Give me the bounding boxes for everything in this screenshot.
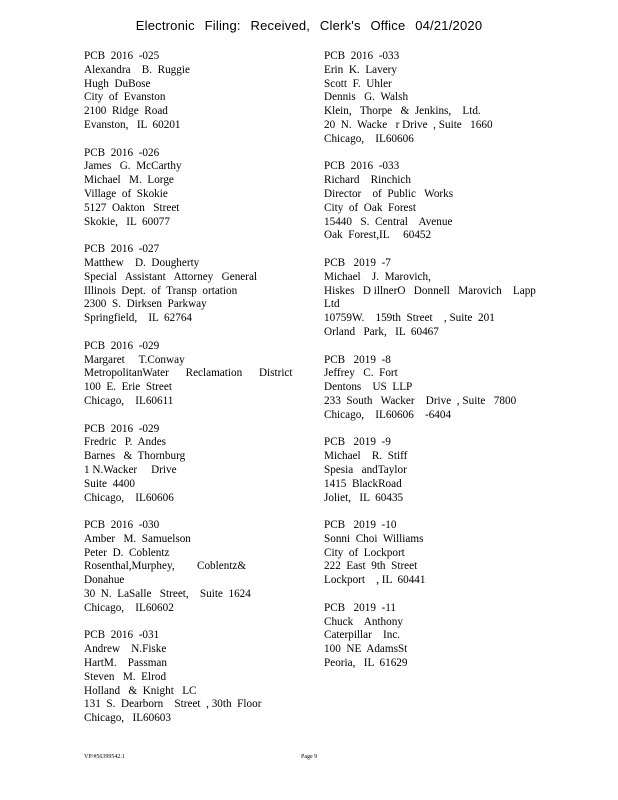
address-line: Rosenthal,Murphey, Coblentz&: [84, 560, 247, 573]
address-line: 1415 BlackRoad: [324, 477, 402, 490]
page-number-footer: Page 9: [301, 754, 318, 760]
address-line: Richard Rinchich: [324, 174, 411, 187]
address-line: Amber M. Samuelson: [84, 532, 191, 545]
address-line: City of Oak Forest: [324, 201, 416, 214]
address-line: Ltd: [324, 298, 340, 311]
address-line: City of Lockport: [324, 546, 405, 559]
address-line: Peoria, IL 61629: [324, 657, 408, 670]
address-block: [84, 423, 294, 506]
address-line: Michael M. Lorge: [84, 174, 174, 187]
address-line: Caterpillar Inc.: [324, 629, 401, 642]
address-line: Margaret T.Conway: [84, 353, 185, 366]
address-line: Hiskes D illnerO Donnell Marovich Lapp: [324, 284, 536, 297]
address-line: Andrew N.Fiske: [84, 643, 167, 656]
address-line: Alexandra B. Ruggie: [84, 63, 190, 76]
address-line: Dentons US LLP: [324, 381, 413, 394]
address-line: Hugh DuBose: [84, 77, 151, 90]
address-line: 5127 Oakton Street: [84, 201, 180, 214]
case-number: PCB 2016 -026: [84, 146, 160, 159]
address-line: Chicago, IL60606: [84, 491, 174, 504]
address-line: Evanston, IL 60201: [84, 118, 181, 131]
case-number: PCB 2016 -029: [84, 339, 160, 352]
address-line: MetropolitanWater Reclamation District: [84, 367, 293, 380]
filing-stamp-header: Electronic Filing: Received, Clerk's Office 04/21/2020: [135, 18, 483, 33]
address-line: Holland & Knight LC: [84, 684, 197, 697]
address-line: Chicago, IL60606 -6404: [324, 408, 452, 421]
address-block: [84, 147, 294, 230]
address-line: 15440 S. Central Avenue: [324, 215, 453, 228]
address-line: Jeffrey C. Fort: [324, 367, 398, 380]
address-line: HartM. Passman: [84, 657, 167, 670]
address-block: [324, 160, 534, 243]
service-list-right-column: [324, 50, 534, 685]
case-number: PCB 2016 -033: [324, 160, 400, 173]
case-number: PCB 2019 -11: [324, 601, 397, 614]
address-line: Sonni Choi Williams: [324, 532, 424, 545]
address-line: Chuck Anthony: [324, 615, 403, 628]
address-line: Springfield, IL 62764: [84, 312, 193, 325]
address-block: [324, 519, 534, 588]
address-block: [324, 354, 534, 423]
address-line: Spesia andTaylor: [324, 463, 407, 476]
address-block: [84, 519, 294, 616]
address-line: Klein, Thorpe & Jenkins, Ltd.: [324, 105, 481, 118]
address-line: 100 E. Erie Street: [84, 381, 172, 394]
address-block: [324, 436, 534, 505]
address-line: Lockport , IL 60441: [324, 574, 426, 587]
case-number: PCB 2019 -10: [324, 519, 397, 532]
case-number: PCB 2016 -030: [84, 519, 160, 532]
address-line: 222 East 9th Street: [324, 560, 418, 573]
address-line: Michael J. Marovich,: [324, 270, 431, 283]
case-number: PCB 2019 -8: [324, 353, 391, 366]
address-block: [84, 243, 294, 326]
address-line: Fredric P. Andes: [84, 436, 167, 449]
address-line: Steven M. Elrod: [84, 670, 167, 683]
case-number: PCB 2016 -029: [84, 422, 160, 435]
address-line: Illinois Dept. of Transp ortation: [84, 284, 238, 297]
address-line: Skokie, IL 60077: [84, 215, 170, 228]
address-line: 233 South Wacker Drive , Suite 7800: [324, 394, 517, 407]
address-line: Chicago, IL60602: [84, 601, 174, 614]
address-line: 2300 S. Dirksen Parkway: [84, 298, 207, 311]
case-number: PCB 2019 -9: [324, 436, 391, 449]
case-number: PCB 2016 -033: [324, 50, 400, 62]
address-block: [84, 340, 294, 409]
address-line: Matthew D. Dougherty: [84, 256, 200, 269]
address-line: Director of Public Works: [324, 187, 454, 200]
address-line: Peter D. Coblentz: [84, 546, 170, 559]
address-line: Orland Park, IL 60467: [324, 325, 439, 338]
address-block: [324, 602, 534, 671]
address-line: Donahue: [84, 574, 125, 587]
case-number: PCB 2016 -025: [84, 50, 160, 62]
document-id-footer: VP/#56399542.1: [84, 754, 125, 760]
address-line: James G. McCarthy: [84, 160, 182, 173]
address-block: [84, 629, 294, 726]
address-line: Joliet, IL 60435: [324, 491, 404, 504]
address-line: Suite 4400: [84, 477, 135, 490]
case-number: PCB 2019 -7: [324, 256, 391, 269]
address-line: 1 N.Wacker Drive: [84, 463, 177, 476]
address-line: Chicago, IL60611: [84, 394, 174, 407]
address-line: Chicago, IL60606: [324, 132, 414, 145]
address-line: 20 N. Wacke r Drive , Suite 1660: [324, 118, 493, 131]
address-line: Michael R. Stiff: [324, 450, 408, 463]
address-block: [324, 257, 534, 340]
address-line: Barnes & Thornburg: [84, 450, 186, 463]
address-line: 2100 Ridge Road: [84, 105, 168, 118]
address-line: 30 N. LaSalle Street, Suite 1624: [84, 588, 251, 601]
case-number: PCB 2016 -031: [84, 629, 160, 642]
address-line: Village of Skokie: [84, 187, 168, 200]
address-line: Dennis G. Walsh: [324, 91, 409, 104]
service-list-left-column: [84, 50, 294, 740]
address-line: City of Evanston: [84, 91, 166, 104]
address-line: 100 NE AdamsSt: [324, 643, 408, 656]
address-line: Oak Forest,IL 60452: [324, 229, 432, 242]
address-line: Special Assistant Attorney General: [84, 270, 258, 283]
address-line: Scott F. Uhler: [324, 77, 392, 90]
address-line: Erin K. Lavery: [324, 63, 398, 76]
case-number: PCB 2016 -027: [84, 243, 160, 256]
address-line: 10759W. 159th Street , Suite 201: [324, 312, 495, 325]
address-line: Chicago, IL60603: [84, 712, 171, 725]
address-block: [324, 50, 534, 147]
address-line: 131 S. Dearborn Street , 30th Floor: [84, 698, 262, 711]
address-block: [84, 50, 294, 133]
